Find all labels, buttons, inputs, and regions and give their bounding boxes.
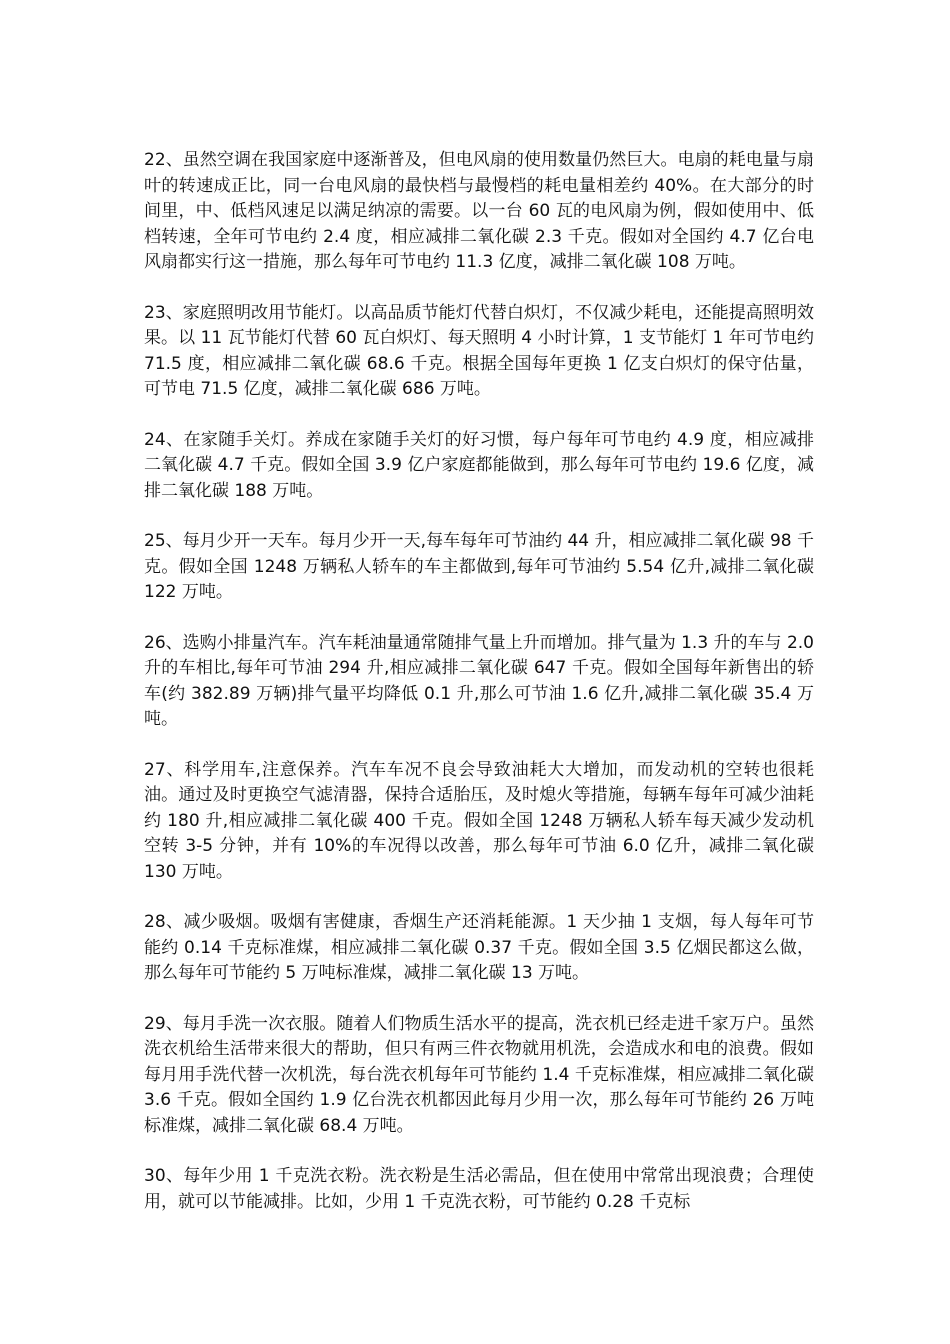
paragraph-26: 26、选购小排量汽车。汽车耗油量通常随排气量上升而增加。排气量为 1.3 升的车与 2.0 升的车相比,每年可节油 294 升,相应减排二氧化碳 647 千克。假如全国每年新售出的轿车(约 382.89 万辆)排气量平均降低 0.1 升,那么可节油 1.6 亿升,减排二氧化碳 35.4 万吨。 — [144, 632, 814, 729]
paragraph-25: 25、每月少开一天车。每月少开一天,每车每年可节油约 44 升，相应减排二氧化碳 98 千克。假如全国 1248 万辆私人轿车的车主都做到,每年可节油约 5.54 亿升,减排二氧化碳 122 万吨。 — [144, 531, 814, 602]
paragraph-22: 22、虽然空调在我国家庭中逐渐普及，但电风扇的使用数量仍然巨大。电扇的耗电量与扇叶的转速成正比，同一台电风扇的最快档与最慢档的耗电量相差约 40%。在大部分的时间里，中、低档风速足以满足纳凉的需要。以一台 60 瓦的电风扇为例，假如使用中、低档转速，全年可节电约 2.4 度，相应减排二氧化碳 2.3 千克。假如对全国约 4.7 亿台电风扇都实行这一措施，那么每年可节电约 11.3 亿度，减排二氧化碳 108 万吨。 — [144, 150, 814, 272]
paragraph-29: 29、每月手洗一次衣服。随着人们物质生活水平的提高，洗衣机已经走进千家万户。虽然洗衣机给生活带来很大的帮助，但只有两三件衣物就用机洗，会造成水和电的浪费。假如每月用手洗代替一次机洗，每台洗衣机每年可节能约 1.4 千克标准煤，相应减排二氧化碳 3.6 千克。假如全国约 1.9 亿台洗衣机都因此每月少用一次，那么每年可节能约 26 万吨标准煤，减排二氧化碳 68.4 万吨。 — [144, 1013, 814, 1136]
paragraph-28: 28、减少吸烟。吸烟有害健康，香烟生产还消耗能源。1 天少抽 1 支烟，每人每年可节能约 0.14 千克标准煤，相应减排二氧化碳 0.37 千克。假如全国 3.5 亿烟民都这么做，那么每年可节能约 5 万吨标准煤，减排二氧化碳 13 万吨。 — [144, 912, 814, 983]
paragraph-24: 24、在家随手关灯。养成在家随手关灯的好习惯，每户每年可节电约 4.9 度，相应减排二氧化碳 4.7 千克。假如全国 3.9 亿户家庭都能做到，那么每年可节电约 19.6 亿度，减排二氧化碳 188 万吨。 — [144, 429, 814, 501]
paragraph-23: 23、家庭照明改用节能灯。以高品质节能灯代替白炽灯，不仅减少耗电，还能提高照明效果。以 11 瓦节能灯代替 60 瓦白炽灯、每天照明 4 小时计算，1 支节能灯 1 年可节电约 71.5 度，相应减排二氧化碳 68.6 千克。根据全国每年更换 1 亿支白炽灯的保守估量，可节电 71.5 亿度，减排二氧化碳 686 万吨。 — [144, 302, 814, 399]
document-page — [144, 148, 814, 1240]
paragraph-30: 30、每年少用 1 千克洗衣粉。洗衣粉是生活必需品，但在使用中常常出现浪费；合理使用，就可以节能减排。比如，少用 1 千克洗衣粉，可节能约 0.28 千克标 — [144, 1166, 814, 1212]
paragraph-27: 27、科学用车,注意保养。汽车车况不良会导致油耗大大增加，而发动机的空转也很耗油。通过及时更换空气滤清器，保持合适胎压，及时熄火等措施，每辆车每年可减少油耗约 180 升,相应减排二氧化碳 400 千克。假如全国 1248 万辆私人轿车每天减少发动机空转 3-5 分钟，并有 10%的车况得以改善，那么每年可节油 6.0 亿升，减排二氧化碳 130 万吨。 — [144, 759, 814, 882]
